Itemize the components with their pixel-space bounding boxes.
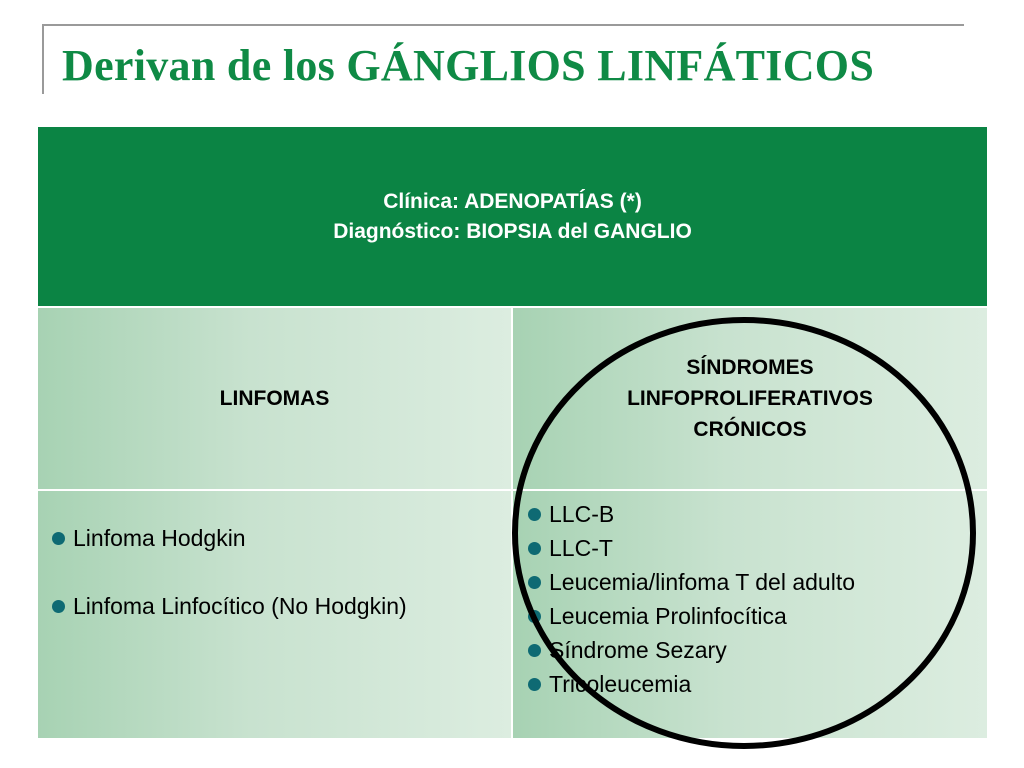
list-item: Tricoleucemia bbox=[528, 667, 855, 701]
bullet-icon bbox=[528, 644, 541, 657]
sindromes-list bbox=[528, 497, 855, 701]
header-line-clinica: Clínica: ADENOPATÍAS (*) bbox=[383, 189, 642, 213]
classification-table bbox=[38, 127, 987, 738]
linfomas-list bbox=[52, 521, 407, 623]
list-item: Síndrome Sezary bbox=[528, 633, 855, 667]
title-rule-top bbox=[42, 24, 964, 26]
table-header bbox=[38, 127, 987, 306]
list-item: Linfoma Hodgkin bbox=[52, 521, 407, 555]
list-item: Linfoma Linfocítico (No Hodgkin) bbox=[52, 589, 407, 623]
bullet-icon bbox=[528, 678, 541, 691]
list-item: Leucemia Prolinfocítica bbox=[528, 599, 855, 633]
linfomas-heading: LINFOMAS bbox=[219, 387, 330, 410]
sindromes-heading-line: CRÓNICOS bbox=[693, 418, 807, 441]
list-item: LLC-T bbox=[528, 531, 855, 565]
linfomas-heading-cell bbox=[38, 308, 511, 489]
sindromes-heading-line: LINFOPROLIFERATIVOS bbox=[627, 387, 873, 410]
title-rule-left bbox=[42, 24, 44, 94]
list-item: LLC-B bbox=[528, 497, 855, 531]
bullet-icon bbox=[52, 600, 65, 613]
sindromes-heading-line: SÍNDROMES bbox=[686, 356, 814, 379]
header-line-diagnostico: Diagnóstico: BIOPSIA del GANGLIO bbox=[333, 219, 692, 243]
bullet-icon bbox=[528, 576, 541, 589]
title-part-1: Derivan de los bbox=[62, 41, 347, 90]
bullet-icon bbox=[528, 508, 541, 521]
bullet-icon bbox=[52, 532, 65, 545]
sindromes-list-cell bbox=[513, 491, 987, 738]
title-part-2: GÁNGLIOS LINFÁTICOS bbox=[346, 41, 875, 90]
bullet-icon bbox=[528, 610, 541, 623]
list-item: Leucemia/linfoma T del adulto bbox=[528, 565, 855, 599]
sindromes-heading-cell bbox=[513, 308, 987, 489]
slide-title bbox=[62, 40, 874, 91]
linfomas-list-cell bbox=[38, 491, 511, 738]
bullet-icon bbox=[528, 542, 541, 555]
